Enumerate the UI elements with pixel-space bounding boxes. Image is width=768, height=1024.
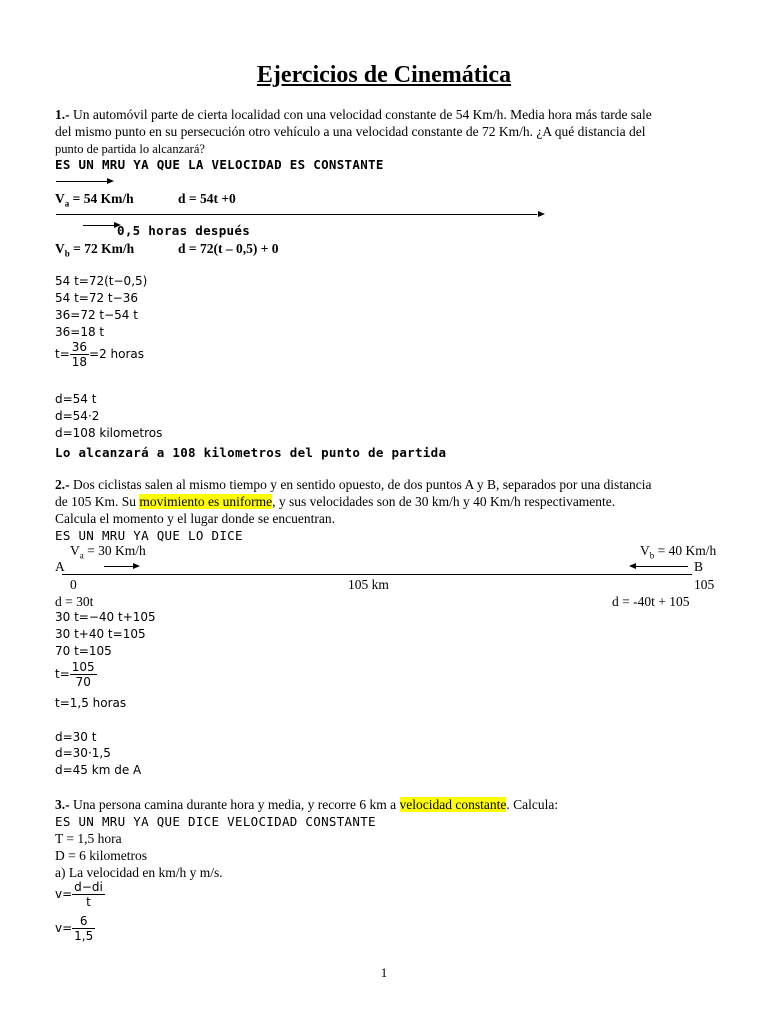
- ex2-highlight: movimiento es uniforme: [139, 494, 273, 509]
- ex2-math-line8: d=45 km de A: [55, 763, 142, 777]
- ex2-vector-b-line: [636, 566, 688, 567]
- ex2-vector-a-line: [104, 566, 134, 567]
- ex1-statement-line2: del mismo punto en su persecución otro vehículo a una velocidad constante de 72 Km/h. ¿A qué distancia del: [55, 124, 646, 139]
- ex1-va-label: $V_a = 54$ Km/h: [55, 191, 134, 209]
- ex2-mru-note: ES UN MRU YA QUE LO DICE: [55, 528, 243, 543]
- ex2-distance-line: [62, 574, 692, 575]
- ex1-vector-a-arrowhead: [107, 178, 114, 184]
- ex2-statement-line3: Calcula el momento y el lugar donde se encuentran.: [55, 511, 336, 526]
- ex1-statement-line1: 1.- Un automóvil parte de cierta localidad con una velocidad constante de 54 Km/h. Media hora más tarde sale: [55, 107, 652, 122]
- ex2-math-line3: 70 t=105: [55, 644, 112, 658]
- ex1-math-fraction: t= $\frac{36}{18}$ =2 horas: [55, 340, 145, 369]
- ex2-vector-a-arrowhead: [133, 563, 140, 569]
- ex3-distance: D = 6 kilometros: [55, 848, 147, 863]
- ex3-mru-note: ES UN MRU YA QUE DICE VELOCIDAD CONSTANTE: [55, 814, 376, 829]
- ex1-number: 1.-: [55, 107, 70, 122]
- ex2-math-line1: 30 t=−40 t+105: [55, 610, 156, 624]
- ex1-math-line4: 36=18 t: [55, 325, 105, 339]
- ex2-math-fraction: t= $\frac{105}{70}$: [55, 660, 95, 689]
- ex3-formula1: v= $\frac{d-di}{t}$: [55, 880, 103, 909]
- ex2-math-line6: d=30 t: [55, 730, 97, 744]
- ex2-statement-line2: de 105 Km. Su movimiento es uniforme, y sus velocidades son de 30 km/h y 40 Km/h respectivamente.: [55, 494, 616, 509]
- ex3-question-a: a) La velocidad en km/h y m/s.: [55, 865, 223, 880]
- ex2-end-label: 105: [694, 577, 715, 592]
- ex1-db-equation: d = 72(t – 0,5) + 0: [178, 241, 279, 256]
- ex2-va-label: $V_a = 30$ Km/h: [70, 543, 146, 561]
- ex1-mru-note: ES UN MRU YA QUE LA VELOCIDAD ES CONSTANTE: [55, 157, 384, 172]
- ex1-math-line7: d=54·2: [55, 409, 100, 423]
- ex1-math-line3: 36=72 t−54 t: [55, 308, 138, 322]
- ex2-db-equation: d = -40t + 105: [612, 594, 690, 609]
- page-number: 1: [380, 965, 388, 980]
- ex1-distance-arrowhead: [538, 211, 545, 217]
- ex3-statement-line1: 3.- Una persona camina durante hora y media, y recorre 6 km a velocidad constante. Calcula:: [55, 797, 559, 812]
- ex3-time: T = 1,5 hora: [55, 831, 122, 846]
- ex1-vb-label: $V_b = 72$ Km/h: [55, 241, 135, 259]
- ex1-answer: Lo alcanzará a 108 kilometros del punto de partida: [55, 445, 447, 460]
- ex2-math-line7: d=30·1,5: [55, 746, 111, 760]
- ex1-math-line8: d=108 kilometros: [55, 426, 163, 440]
- ex2-math-line5: t=1,5 horas: [55, 696, 127, 710]
- ex2-vector-b-arrowhead: [629, 563, 636, 569]
- ex2-number: 2.-: [55, 477, 70, 492]
- ex1-math-line2: 54 t=72 t−36: [55, 291, 138, 305]
- ex2-point-b: B: [694, 559, 704, 574]
- ex1-da-equation: d = 54t +0: [178, 191, 236, 206]
- ex3-highlight: velocidad constante: [399, 797, 507, 812]
- ex2-zero-label: 0: [70, 577, 77, 592]
- ex2-da-equation: d = 30t: [55, 594, 94, 609]
- ex1-vector-b-line: [83, 225, 115, 226]
- ex3-number: 3.-: [55, 797, 70, 812]
- ex2-math-line2: 30 t+40 t=105: [55, 627, 146, 641]
- ex2-distance-label: 105 km: [348, 577, 389, 592]
- ex1-statement-line3: punto de partida lo alcanzará?: [55, 142, 205, 156]
- ex2-statement-line1: 2.- Dos ciclistas salen al mismo tiempo y en sentido opuesto, de dos puntos A y B, separados por una distancia: [55, 477, 652, 492]
- ex2-point-a: A: [55, 559, 65, 574]
- ex1-distance-line: [56, 214, 537, 215]
- ex3-formula2: v= $\frac{6}{1,5}$: [55, 914, 94, 943]
- ex1-vector-a-line: [56, 181, 108, 182]
- ex1-math-line1: 54 t=72(t−0,5): [55, 274, 148, 288]
- ex1-math-line6: d=54 t: [55, 392, 97, 406]
- ex1-delay-label: 0,5 horas después: [117, 223, 251, 238]
- ex2-vb-label: $V_b = 40$ Km/h: [640, 543, 717, 561]
- page-title: Ejercicios de Cinemática: [256, 62, 512, 88]
